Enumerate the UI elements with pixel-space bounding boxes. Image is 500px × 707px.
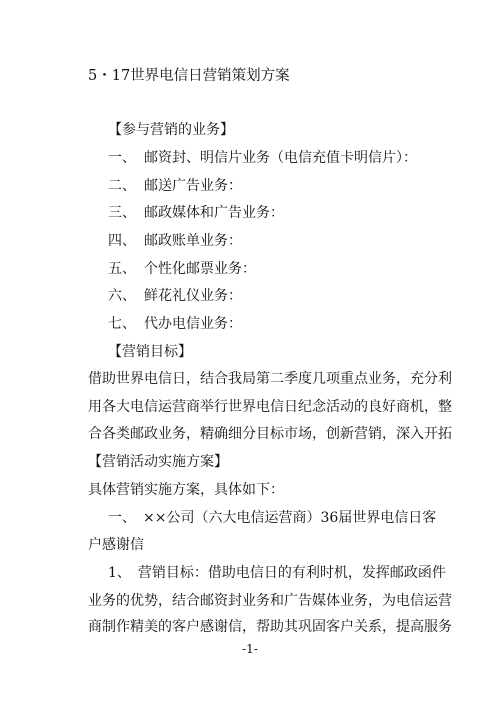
document-title: 5・17世界电信日营销策划方案: [88, 68, 290, 84]
paragraph-line: 商制作精美的客户感谢信，帮助其巩固客户关系，提高服务: [88, 619, 452, 635]
list-item-number: 七、: [108, 316, 136, 332]
sub-heading: 一、 ××公司（六大电信运营商）36届世界电信日客: [108, 510, 437, 526]
paragraph-line: 合各类邮政业务，精确细分目标市场，创新营销，深入开拓: [88, 426, 452, 442]
paragraph-line: 借助世界电信日，结合我局第二季度几项重点业务，充分利: [88, 371, 452, 387]
list-item-text: 邮政账单业务：: [144, 233, 242, 249]
section-heading-goal: 【营销目标】: [108, 344, 192, 360]
list-item-text: 个性化邮票业务：: [144, 261, 256, 277]
list-item-number: 六、: [108, 288, 136, 304]
list-item-number: 一、: [108, 150, 136, 166]
list-item-number: 四、: [108, 233, 136, 249]
list-item: [108, 149, 417, 167]
list-item-text: 邮送广告业务：: [144, 178, 242, 194]
list-item-text: 鲜花礼仪业务：: [144, 288, 242, 304]
section-heading-plan: 【营销活动实施方案】: [88, 454, 228, 470]
list-item: [108, 204, 284, 222]
list-item-number: 二、: [108, 178, 136, 194]
paragraph-line: 具体营销实施方案，具体如下：: [88, 482, 284, 498]
section-heading-business: 【参与营销的业务】: [108, 122, 234, 138]
list-item-text: 邮政媒体和广告业务：: [144, 205, 284, 221]
list-item: [108, 177, 242, 195]
sub-heading-continued: 户感谢信: [88, 537, 144, 553]
list-item: [108, 287, 242, 305]
list-item-text: 代办电信业务：: [144, 316, 242, 332]
paragraph-line: 1、 营销目标：借助电信日的有利时机，发挥邮政函件: [108, 565, 446, 581]
page-number: -1-: [242, 642, 258, 656]
list-item: [108, 232, 242, 250]
list-item: [108, 260, 256, 278]
list-item: [108, 315, 242, 333]
list-item-number: 五、: [108, 261, 136, 277]
paragraph-line: 用各大电信运营商举行世界电信日纪念活动的良好商机，整: [88, 399, 452, 415]
list-item-number: 三、: [108, 205, 136, 221]
list-item-text: 邮资封、明信片业务（电信充值卡明信片）：: [144, 150, 417, 166]
paragraph-line: 业务的优势，结合邮资封业务和广告媒体业务，为电信运营: [88, 593, 452, 609]
